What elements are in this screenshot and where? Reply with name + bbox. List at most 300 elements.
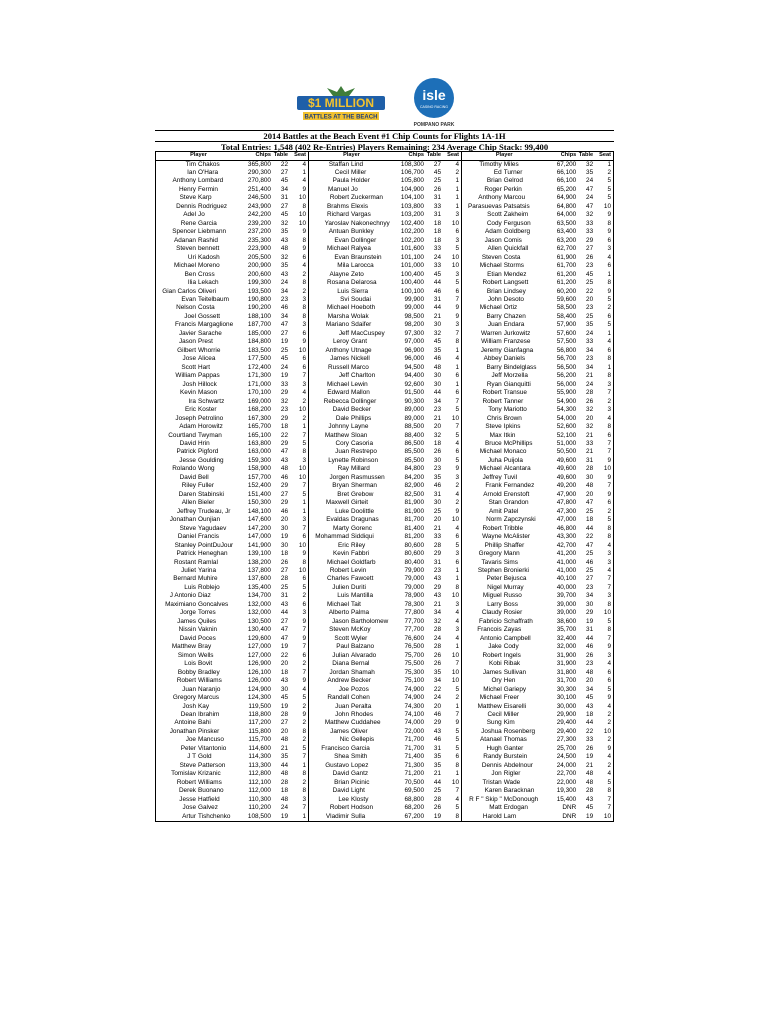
table-row (309, 398, 461, 406)
table-row (462, 542, 613, 550)
first-name: Ben (184, 270, 196, 278)
table-row (309, 711, 461, 719)
first-name: Robert (329, 567, 349, 574)
first-name: Michael (173, 262, 196, 270)
seat-number: 2 (455, 482, 459, 490)
chips: 54,000 (556, 414, 577, 422)
table-number: 34 (280, 185, 288, 193)
last-name: Quiles (198, 617, 217, 625)
table-row (309, 313, 461, 321)
table-row (156, 660, 308, 668)
seat-number: 4 (455, 617, 459, 625)
last-name: Chazen (503, 312, 526, 320)
chips: 132,000 (247, 609, 271, 617)
chips: 47,900 (556, 490, 577, 498)
table-row (156, 618, 308, 626)
last-name: Abdelnour (503, 761, 533, 769)
table-number: 29 (280, 499, 288, 507)
seat-number: 7 (455, 423, 459, 431)
last-name: Rodriguez (198, 202, 228, 210)
chips: 97,300 (404, 329, 424, 337)
table-number: 48 (280, 465, 288, 473)
chips: 108,500 (247, 812, 271, 820)
seat-number: 10 (451, 651, 459, 659)
table-row (462, 203, 613, 211)
first-name: Francisco (321, 744, 349, 752)
chips: 66,100 (556, 168, 577, 176)
seat-number: 7 (607, 804, 611, 812)
table-row (156, 626, 308, 634)
seat-number: 4 (607, 567, 611, 574)
seat-number: 7 (302, 431, 306, 439)
last-name: Heneghan (198, 550, 228, 558)
table-number: 24 (433, 634, 441, 642)
chips: 88,500 (404, 423, 424, 431)
seat-number: 7 (607, 634, 611, 642)
table-row (309, 559, 461, 567)
first-name: Luke (335, 507, 349, 515)
table-number: 32 (280, 219, 288, 227)
last-name: Bunkley (351, 228, 374, 236)
seat-number: 1 (455, 567, 459, 574)
last-name: Bahi (198, 719, 211, 727)
seat-number: 9 (455, 465, 459, 473)
first-name: Svi (340, 296, 349, 303)
column-header (462, 152, 613, 161)
last-name: Wolak (351, 312, 369, 320)
last-name: Prest (198, 338, 213, 346)
first-name: Michael (479, 448, 502, 456)
table-number: 30 (280, 685, 288, 693)
table-number: 29 (586, 609, 594, 617)
table-number: 22 (586, 727, 594, 735)
last-name: Klosty (351, 795, 369, 803)
table-number: 47 (280, 321, 288, 329)
seat-number: 3 (302, 321, 306, 329)
chips: 15,400 (556, 795, 577, 803)
chips: 62,700 (556, 245, 577, 253)
seat-number: 8 (607, 219, 611, 227)
last-name: Garcia (351, 744, 370, 752)
table-number: 33 (586, 439, 594, 447)
seat-number: 1 (607, 160, 611, 168)
table-row (462, 643, 613, 651)
last-name: Layne (351, 423, 369, 431)
table-row (462, 550, 613, 558)
first-name: Robert (482, 524, 502, 532)
last-name: Sims (503, 558, 518, 566)
last-name: Quickfall (503, 245, 529, 253)
seat-number: 5 (302, 583, 306, 591)
chips: 101,600 (400, 245, 424, 253)
chips: 82,900 (404, 482, 424, 490)
chips: 75,300 (404, 668, 424, 676)
table-number: 22 (280, 651, 288, 659)
last-name: Gossett (198, 312, 221, 320)
table-number: 26 (433, 651, 441, 659)
seat-number: 2 (607, 397, 611, 405)
seat-number: 6 (455, 228, 459, 236)
seat-number: 2 (607, 710, 611, 718)
first-name: Stan (488, 499, 502, 507)
last-name: Shamah (351, 668, 375, 676)
table-row (156, 499, 308, 507)
seat-number: 1 (302, 423, 306, 431)
chips: 31,900 (556, 651, 577, 659)
table-row (462, 584, 613, 592)
chips: 115,700 (248, 736, 271, 744)
seat-number: 1 (607, 363, 611, 371)
first-name: Scott (487, 211, 502, 219)
seat-number: 7 (302, 804, 306, 812)
last-name: Hatfield (198, 795, 220, 803)
table-number: 34 (586, 363, 594, 371)
last-name: Tuvil (503, 473, 517, 481)
seat-number: 6 (607, 262, 611, 270)
first-name: Jonathan (169, 516, 196, 524)
first-name: Evan (334, 253, 349, 261)
seat-number: 8 (302, 787, 306, 795)
first-name: Michael (326, 600, 349, 608)
first-name: Steve (485, 423, 502, 431)
table-row (462, 364, 613, 372)
chips: 54,900 (556, 397, 577, 405)
chips: 32,400 (556, 634, 577, 642)
chips: 165,100 (247, 431, 271, 439)
first-name: Tavaris (481, 558, 502, 566)
seat-number: 7 (302, 524, 306, 532)
seat-number: 7 (455, 787, 459, 795)
chips: 84,200 (404, 473, 424, 481)
chips: 251,400 (247, 185, 271, 193)
chips: 64,000 (556, 211, 577, 219)
first-name: Daniel (177, 533, 196, 541)
first-name: Gustavo (325, 761, 349, 769)
table-number: 48 (586, 778, 594, 786)
header-player: Player (343, 152, 360, 158)
chips: 200,600 (247, 270, 271, 278)
table-number: 35 (433, 668, 441, 676)
chips: 99,900 (404, 296, 424, 303)
first-name: Max (489, 431, 502, 439)
first-name: Lois (184, 660, 196, 668)
table-row (309, 491, 461, 499)
chips: 187,700 (247, 321, 271, 329)
first-name: Gregory (478, 550, 502, 558)
seat-number: 10 (298, 194, 306, 202)
table-row (462, 296, 613, 304)
last-name: Utnage (351, 346, 372, 354)
table-number: 20 (433, 516, 441, 524)
first-name: Andrew (327, 677, 349, 685)
first-name: David (332, 770, 349, 778)
first-name: Ira (188, 397, 196, 405)
first-name: Anthony (325, 346, 349, 354)
first-name: Luis (337, 592, 349, 600)
table-row (156, 525, 308, 533)
chips: 99,000 (404, 304, 424, 312)
table-number: 24 (586, 177, 594, 185)
last-name: Alvarado (351, 651, 377, 659)
table-number: 25 (280, 346, 288, 354)
chips: 40,000 (556, 583, 577, 591)
chips: 199,300 (247, 279, 271, 287)
table-number: 29 (280, 389, 288, 397)
seat-number: 10 (298, 211, 306, 219)
table-number: 25 (433, 507, 441, 515)
first-name: Kevin (333, 550, 349, 558)
table-row (309, 575, 461, 583)
last-name: Boss (503, 600, 518, 608)
table-row (156, 609, 308, 617)
table-row (156, 313, 308, 321)
seat-number: 9 (607, 287, 611, 295)
first-name: Michael (326, 245, 349, 253)
first-name: Alayne (329, 270, 349, 278)
table-number: 47 (586, 499, 594, 507)
first-name: Scott (334, 634, 349, 642)
last-name: Chakos (198, 160, 220, 168)
seat-number: 7 (302, 643, 306, 651)
table-row (462, 457, 613, 465)
table-row (156, 415, 308, 423)
first-name: Phillip (484, 541, 502, 549)
first-name: Cecil (487, 710, 502, 718)
table-number: 34 (433, 677, 441, 685)
table-number: 31 (433, 296, 441, 303)
last-name: Lopez (351, 761, 369, 769)
seat-number: 2 (607, 507, 611, 515)
table-row (156, 228, 308, 236)
table-number: 35 (280, 262, 288, 270)
chips: 66,100 (556, 177, 577, 185)
seat-number: 7 (455, 329, 459, 337)
last-name: Miller (351, 168, 367, 176)
last-name: Patel (503, 507, 519, 515)
chips: 97,000 (404, 338, 424, 346)
seat-number: 10 (298, 541, 306, 549)
last-name: Erenstoft (503, 490, 530, 498)
chips: 103,200 (400, 211, 424, 219)
chips: 35,700 (556, 626, 577, 634)
table-row (309, 719, 461, 727)
last-name: Gianfagna (503, 346, 534, 354)
chips: 49,600 (556, 465, 577, 473)
seat-number: 8 (302, 448, 306, 456)
last-name: Gorenc (351, 524, 372, 532)
table-row (462, 245, 613, 253)
seat-number: 4 (455, 355, 459, 363)
table-number: 21 (433, 600, 441, 608)
table-number: 20 (586, 296, 594, 303)
last-name: Puijola (503, 456, 523, 464)
last-name: Diaz (198, 592, 211, 600)
header-table: Table (426, 152, 441, 158)
table-number: 30 (586, 600, 594, 608)
first-name: Hugh (486, 744, 502, 752)
chips: 147,200 (247, 524, 271, 532)
seat-number: 5 (607, 194, 611, 202)
seat-number: 4 (607, 660, 611, 668)
chips: 24,000 (556, 761, 577, 769)
last-name: Sarache (198, 329, 222, 337)
chips: 81,200 (404, 533, 424, 541)
seat-number: 1 (455, 194, 459, 202)
table-number: 45 (586, 694, 594, 702)
seat-number: 7 (607, 575, 611, 583)
last-name: Riley (351, 541, 366, 549)
table-row (156, 533, 308, 541)
first-name: Michael (326, 304, 349, 312)
chips: 74,900 (404, 685, 424, 693)
table-number: 25 (586, 279, 594, 287)
table-number: 28 (586, 465, 594, 473)
table-number: 21 (280, 744, 288, 752)
table-row (462, 559, 613, 567)
seat-number: 5 (607, 296, 611, 303)
table-row (156, 279, 308, 287)
table-number: 34 (280, 312, 288, 320)
first-name: Bruce (485, 439, 502, 447)
seat-number: 4 (607, 702, 611, 710)
table-row (309, 338, 461, 346)
last-name: Whorrie (198, 346, 221, 354)
last-name: Desoto (503, 296, 524, 303)
seat-number: 9 (607, 490, 611, 498)
table-row (309, 330, 461, 338)
table-row (462, 448, 613, 456)
first-name: Randy (483, 753, 502, 761)
chips: 60,200 (556, 287, 577, 295)
chips: 141,900 (247, 541, 271, 549)
last-name: Lindsey (503, 287, 526, 295)
last-name: Galvez (198, 804, 218, 812)
table-number: 44 (433, 778, 441, 786)
last-name: Ipkins (503, 423, 521, 431)
first-name: Tim (185, 160, 196, 168)
table-row (462, 779, 613, 787)
table-number: 23 (433, 567, 441, 574)
last-name: Gianquitti (503, 380, 531, 388)
table-row (309, 643, 461, 651)
last-name: Zuckerman (351, 194, 383, 202)
last-name: McAlister (503, 533, 531, 541)
first-name: Julien (332, 583, 349, 591)
header-chips: Chips (255, 152, 271, 158)
table-row (462, 381, 613, 389)
first-name: Timothy (479, 160, 502, 168)
seat-number: 5 (455, 685, 459, 693)
table-row (156, 491, 308, 499)
chips: 129,600 (247, 634, 271, 642)
chips: 148,100 (247, 507, 271, 515)
chips: 110,300 (248, 795, 271, 803)
seat-number: 8 (455, 761, 459, 769)
chips: 151,400 (247, 490, 271, 498)
chips: 124,900 (247, 685, 271, 693)
table-number: 31 (433, 194, 441, 202)
table-row (156, 271, 308, 279)
first-name: Eric (337, 541, 349, 549)
table-number: 22 (280, 160, 288, 168)
chips: 75,700 (404, 651, 424, 659)
table-number: 46 (586, 643, 594, 651)
seat-number: 6 (455, 533, 459, 541)
last-name: Bell (198, 473, 209, 481)
last-name: Bray (198, 643, 212, 651)
table-number: 32 (433, 431, 441, 439)
table-number: 32 (586, 160, 594, 168)
last-name: Palma (351, 609, 370, 617)
chips: 41,000 (556, 567, 577, 574)
first-name: Steven (481, 253, 502, 261)
seat-number: 9 (455, 719, 459, 727)
first-name: Francis (175, 321, 196, 329)
last-name: Rigler (503, 770, 521, 778)
table-row (462, 279, 613, 287)
chips: 104,900 (400, 185, 424, 193)
first-name: Antoine (174, 719, 196, 727)
last-name: Goulding (198, 456, 224, 464)
last-name: Lekach (198, 279, 219, 287)
table-row (156, 753, 308, 761)
last-name: Perkin (503, 185, 522, 193)
seat-number: 7 (302, 482, 306, 490)
table-row (309, 423, 461, 431)
table-row (462, 338, 613, 346)
chips: 177,500 (247, 355, 271, 363)
table-number: 26 (433, 185, 441, 193)
seat-number: 2 (302, 736, 306, 744)
seat-number: 2 (607, 719, 611, 727)
seat-number: 3 (607, 550, 611, 558)
chips: 71,300 (404, 761, 424, 769)
table-row (309, 237, 461, 245)
table-number: 30 (433, 499, 441, 507)
seat-number: 3 (455, 626, 459, 634)
column-header (309, 152, 461, 161)
seat-number: 3 (302, 609, 306, 617)
seat-number: 8 (607, 600, 611, 608)
last-name: Smith (351, 753, 368, 761)
seat-number: 4 (455, 634, 459, 642)
seat-number: 8 (607, 787, 611, 795)
first-name: Jason (178, 338, 196, 346)
seat-number: 6 (302, 575, 306, 583)
first-name: Jeff (338, 372, 349, 380)
chips: 102,200 (400, 236, 424, 244)
seat-number: 10 (451, 668, 459, 676)
table-row (309, 499, 461, 507)
last-name: MacCuspey (351, 329, 385, 337)
last-name: Goldberg (503, 228, 531, 236)
last-name: Burstein (503, 753, 528, 761)
seat-number: 6 (607, 499, 611, 507)
chips: 61,700 (556, 262, 577, 270)
chips: 106,700 (400, 168, 424, 176)
chips: 65,200 (556, 185, 577, 193)
table-number: 25 (433, 787, 441, 795)
table-row (309, 762, 461, 770)
first-name: David (332, 406, 349, 414)
seat-number: 2 (607, 736, 611, 744)
last-name: Francis (198, 533, 219, 541)
table-number: 25 (586, 507, 594, 515)
table-number: 19 (280, 643, 288, 651)
table-row (462, 770, 613, 778)
last-name: Costa (503, 253, 521, 261)
first-name: David (179, 439, 196, 447)
